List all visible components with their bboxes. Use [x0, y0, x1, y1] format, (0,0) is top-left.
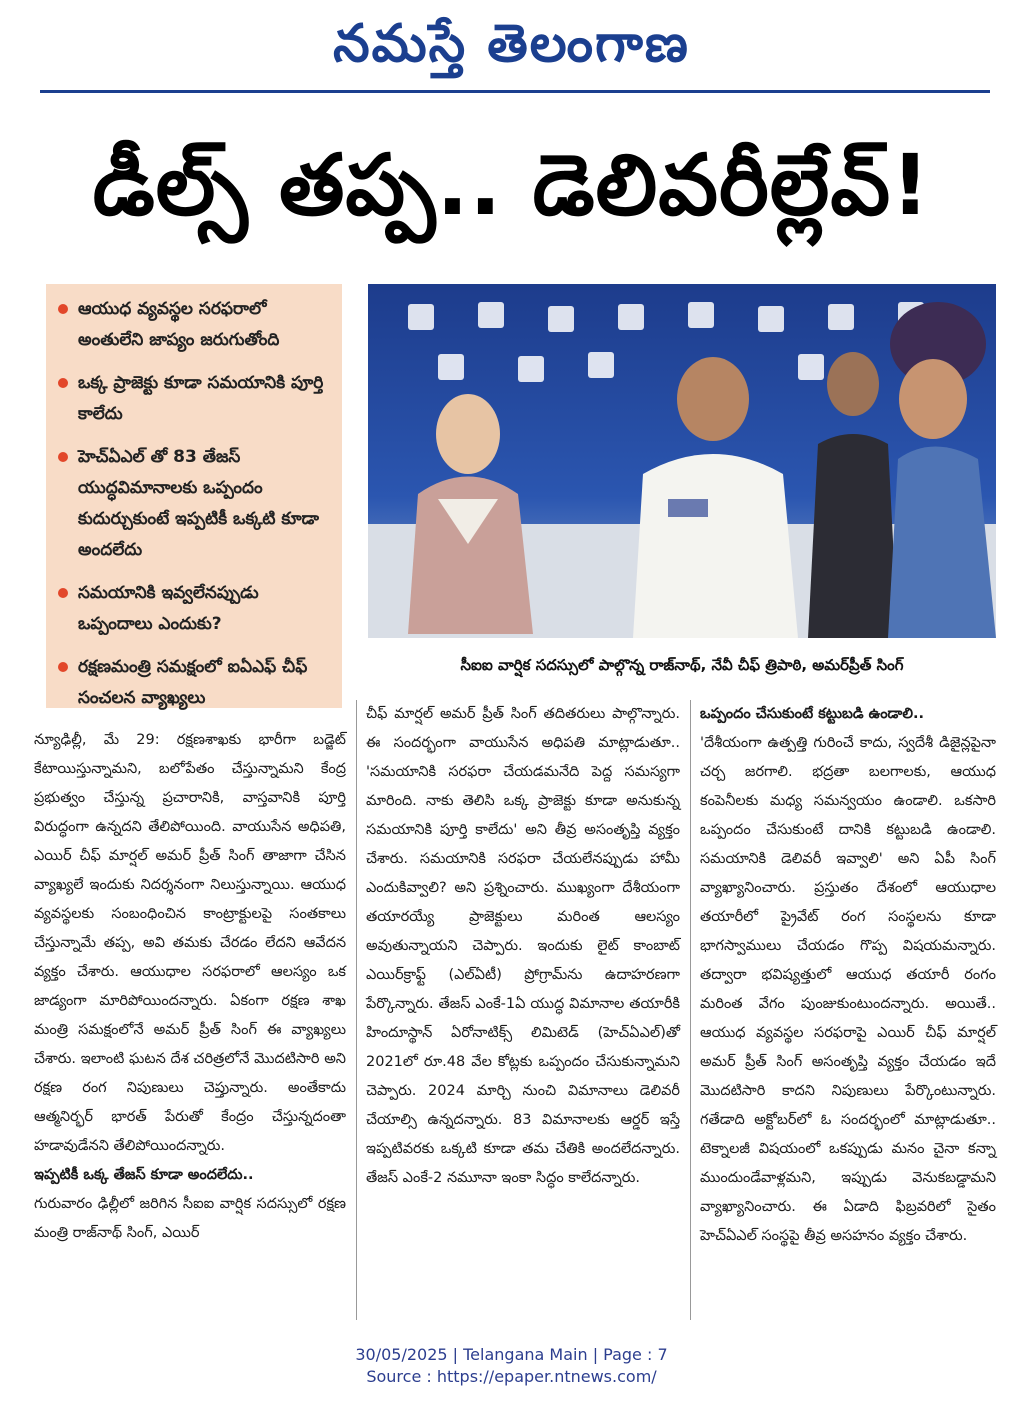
bullet-icon	[58, 304, 68, 314]
highlight-text: ఆయుధ వ్యవస్థల సరఫరాలో అంతులేని జాప్యం జరుగుతోంది	[78, 299, 280, 350]
photo-caption: సీఐఐ వార్షిక సదస్సులో పాల్గొన్న రాజ్‌నాథ్, నేవీ చీఫ్ త్రిపాఠి, అమర్‌ప్రీత్ సింగ్	[460, 656, 904, 674]
highlight-text: సమయానికి ఇవ్వలేనప్పుడు ఒప్పందాలు ఎందుకు?	[78, 583, 259, 634]
highlight-item	[58, 442, 332, 566]
bullet-icon	[58, 662, 68, 672]
article-paragraph: గురువారం ఢిల్లీలో జరిగిన సీఐఐ వార్షిక సదస్సులో రక్షణ మంత్రి రాజ్‌నాథ్ సింగ్, ఎయిర్	[34, 1196, 346, 1241]
bullet-icon	[58, 378, 68, 388]
article-paragraph: 'దేశీయంగా ఉత్పత్తి గురించే కాదు, స్వదేశీ డిజైన్లపైనా చర్చ జరగాలి. భద్రతా బలగాలకు, ఆయుధ కంపెనీలకు మధ్య సమన్వయం ఉండాలి. ఒకసారి ఒప్పందం చేసుకుంటే దానికి కట్టుబడి ఉండాలి. సమయానికి డెలివరీ ఇవ్వాలి' అని ఏపీ సింగ్ వ్యాఖ్యానించారు. ప్రస్తుతం దేశంలో ఆయుధాల తయారీలో ప్రైవేట్ రంగ సంస్థలను కూడా భాగస్వాములు చేయడం గొప్ప విషయమన్నారు. తద్వారా భవిష్యత్తులో ఆయుధ తయారీ రంగం మరింత వేగం పుంజుకుంటుందన్నారు. అయితే.. ఆయుధ వ్యవస్థల సరఫరాపై ఎయిర్ చీఫ్ మార్షల్ అమర్ ప్రీత్ సింగ్ అసంతృప్తి వ్యక్తం చేయడం ఇదే మొదటిసారి కాదని నిపుణులు పేర్కొంటున్నారు. గతేడాది అక్టోబర్‌లో ఓ సందర్భంలో మాట్లాడుతూ.. టెక్నాలజీ విషయంలో ఒకప్పుడు మనం చైనా కన్నా ముందుండేవాళ్లమని, ఇప్పుడు వెనుకబడ్డామని వ్యాఖ్యానించారు. ఈ ఏడాది ఫిబ్రవరిలో సైతం హెచ్ఏఎల్ సంస్థపై తీవ్ర అసహనం వ్యక్తం చేశారు.	[700, 735, 996, 1244]
bullet-icon	[58, 588, 68, 598]
newspaper-title: నమస్తే తెలంగాణ	[333, 13, 690, 74]
article-paragraph: చీఫ్ మార్షల్ అమర్ ప్రీత్ సింగ్ తదితరులు పాల్గొన్నారు. ఈ సందర్భంగా వాయుసేన అధిపతి మాట్లాడుతూ.. 'సమయానికి సరఫరా చేయడమనేది పెద్ద సమస్యగా మారింది. నాకు తెలిసి ఒక్క ప్రాజెక్టు కూడా అనుకున్న సమయానికి పూర్తి కాలేదు' అని తీవ్ర అసంతృప్తి వ్యక్తం చేశారు. సమయానికి సరఫరా చేయలేనప్పుడు హామీ ఎందుకివ్వాలి? అని ప్రశ్నించారు. ముఖ్యంగా దేశీయంగా తయారయ్యే ప్రాజెక్టులు మరింత ఆలస్యం అవుతున్నాయని చెప్పారు. ఇందుకు లైట్ కాంబాట్ ఎయిర్‌క్రాఫ్ట్ (ఎల్‌ఏటీ) ప్రోగ్రామ్‌ను ఉదాహరణగా పేర్కొన్నారు. తేజస్ ఎంకే-1ఏ యుద్ధ విమానాల తయారీకి హిందూస్థాన్ ఏరోనాటిక్స్ లిమిటెడ్ (హెచ్ఏఎల్)తో 2021లో రూ.48 వేల కోట్లకు ఒప్పందం చేసుకున్నామని చెప్పారు. 2024 మార్చి నుంచి విమానాలు డెలివరీ చేయాల్సి ఉన్నదన్నారు. 83 విమానాలకు ఆర్డర్ ఇస్తే ఇప్పటివరకు ఒక్కటి కూడా తమ చేతికి అందలేదన్నారు. తేజస్ ఎంకే-2 నమూనా ఇంకా సిద్ధం కాలేదన్నారు.	[366, 706, 680, 1186]
footer-date-line: 30/05/2025 | Telangana Main | Page : 7	[355, 1345, 668, 1364]
article-subheading: ఒప్పందం చేసుకుంటే కట్టుబడి ఉండాలి..	[700, 706, 924, 722]
photo-illustration	[368, 284, 996, 638]
highlight-item	[58, 368, 332, 430]
article-paragraph: న్యూఢిల్లీ, మే 29: రక్షణశాఖకు భారీగా బడ్జెట్ కేటాయిస్తున్నామని, బలోపేతం చేస్తున్నామని కేంద్ర ప్రభుత్వం చేస్తున్న ప్రచారానికి, వాస్తవానికి పూర్తి విరుద్ధంగా ఉన్నదని తేలిపోయింది. వాయుసేన అధిపతి, ఎయిర్ చీఫ్ మార్షల్ అమర్ ప్రీత్ సింగ్ తాజాగా చేసిన వ్యాఖ్యలే ఇందుకు నిదర్శనంగా నిలుస్తున్నాయి. ఆయుధ వ్యవస్థలకు సంబంధించిన కాంట్రాక్టులపై సంతకాలు చేస్తున్నామే తప్ప, అవి తమకు చేరడం లేదని ఆవేదన వ్యక్తం చేశారు. ఆయుధాల సరఫరాలో ఆలస్యం ఒక జాడ్యంగా మారిపోయిందన్నారు. ఏకంగా రక్షణ శాఖ మంత్రి సమక్షంలోనే అమర్ ప్రీత్ సింగ్ ఈ వ్యాఖ్యలు చేశారు. ఇలాంటి ఘటన దేశ చరిత్రలోనే మొదటిసారి అని రక్షణ రంగ నిపుణులు చెప్తున్నారు. అంతేకాదు ఆత్మనిర్భర్ భారత్ పేరుతో కేంద్రం చేస్తున్నదంతా హడావుడేనని తేలిపోయిందన్నారు.	[34, 732, 346, 1154]
headline-text: డీల్స్ తప్ప.. డెలివరీల్లేవ్!	[92, 136, 931, 234]
headline	[20, 110, 1003, 260]
article-column-3	[700, 700, 996, 1251]
highlight-item	[58, 294, 332, 356]
page-footer	[0, 1344, 1023, 1388]
highlight-item	[58, 578, 332, 640]
masthead	[0, 8, 1023, 80]
article-column-2	[366, 700, 680, 1193]
column-divider	[356, 700, 357, 1320]
highlight-text: రక్షణమంత్రి సమక్షంలో ఐఏఎఫ్ చీఫ్ సంచలన వ్యాఖ్యలు	[78, 657, 308, 708]
highlight-item	[58, 652, 332, 714]
highlights-box	[46, 284, 342, 708]
highlight-text: హెచ్ఏఎల్ తో 83 తేజస్ యుద్ధవిమానాలకు ఒప్పందం కుదుర్చుకుంటే ఇప్పటికీ ఒక్కటి కూడా అందలేదు	[78, 447, 319, 560]
bullet-icon	[58, 452, 68, 462]
highlight-text: ఒక్క ప్రాజెక్టు కూడా సమయానికి పూర్తి కాలేదు	[78, 373, 324, 424]
column-divider	[690, 700, 691, 1320]
article-subheading: ఇప్పటికీ ఒక్క తేజస్ కూడా అందలేదు..	[34, 1167, 254, 1183]
article-column-1	[34, 726, 346, 1248]
footer-source-line[interactable]: Source : https://epaper.ntnews.com/	[366, 1367, 657, 1386]
masthead-rule	[40, 90, 990, 93]
news-photo	[368, 284, 996, 638]
